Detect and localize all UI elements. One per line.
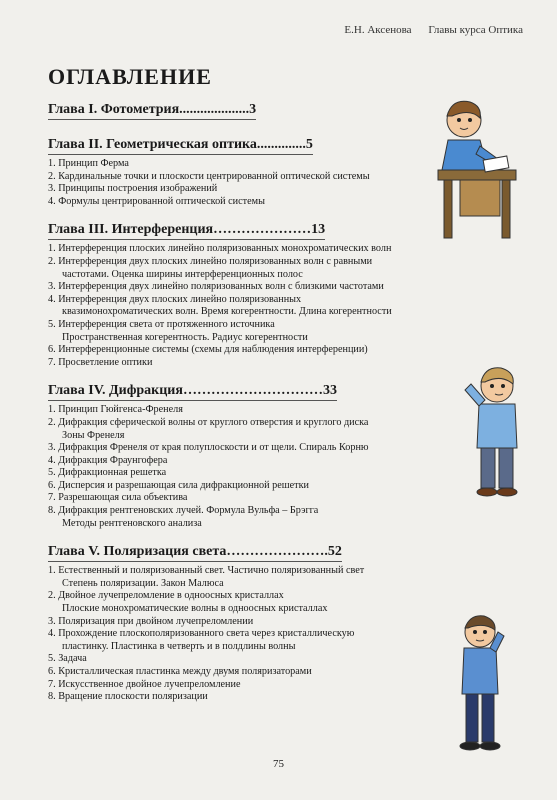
toc-item-line: 5. Дифракционная решетка xyxy=(48,467,167,479)
toc-item-line: 7. Разрешающая сила объектива xyxy=(48,492,188,504)
toc-item-line: 2. Кардинальные точки и плоскости центрированной оптической системы xyxy=(48,170,370,182)
toc-item xyxy=(48,256,423,281)
toc-item-line: 7. Искусственное двойное лучепреломление xyxy=(48,678,241,690)
toc-item-line: 8. Дифракция рентгеновских лучей. Формула Вульфа – Брэгга xyxy=(48,505,319,517)
toc-item xyxy=(48,404,423,417)
toc-item xyxy=(48,357,423,370)
toc-item xyxy=(48,666,423,679)
toc-item-continuation: пластинку. Пластинка в четверть и в полдлины волны xyxy=(62,640,296,652)
chapter-heading: Глава V. Поляризация света………………….52 xyxy=(48,544,342,562)
toc-item-line: 3. Поляризация при двойном лучепреломлении xyxy=(48,615,254,627)
toc-item xyxy=(48,417,423,442)
table-of-contents xyxy=(48,100,423,716)
page-title: ОГЛАВЛЕНИЕ xyxy=(48,64,212,89)
toc-item xyxy=(48,492,423,505)
chapter-heading: Глава I. Фотометрия....................3 xyxy=(48,102,256,120)
toc-chapter xyxy=(48,542,423,704)
toc-chapter xyxy=(48,135,423,208)
toc-item xyxy=(48,616,423,629)
toc-item-line: 3. Интерференция двух линейно поляризованных волн с близкими частотами xyxy=(48,281,384,293)
header-book-title: Главы курса Оптика xyxy=(428,24,523,36)
toc-item-continuation: Степень поляризации. Закон Малюса xyxy=(62,577,224,589)
toc-item xyxy=(48,281,423,294)
toc-item-line: 2. Дифракция сферической волны от круглого отверстия и круглого диска xyxy=(48,416,369,428)
toc-item xyxy=(48,480,423,493)
toc-item xyxy=(48,653,423,666)
toc-item-line: 1. Принцип Гюйгенса-Френеля xyxy=(48,404,183,416)
toc-item xyxy=(48,196,423,209)
toc-item xyxy=(48,442,423,455)
toc-item-continuation: квазимонохроматических волн. Время когерентности. Длина когерентности xyxy=(62,306,392,318)
toc-item-line: 6. Интерференционные системы (схемы для наблюдения интерференции) xyxy=(48,344,368,356)
toc-item-line: 6. Дисперсия и разрешающая сила дифракционной решетки xyxy=(48,479,309,491)
toc-item-line: 3. Дифракция Френеля от края полуплоскости и от щели. Спираль Корню xyxy=(48,442,369,454)
toc-item xyxy=(48,565,423,590)
toc-chapter xyxy=(48,381,423,530)
chapter-heading: Глава III. Интерференция…………………13 xyxy=(48,222,325,240)
toc-item xyxy=(48,679,423,692)
standing-boy-illustration xyxy=(440,610,520,755)
toc-item xyxy=(48,294,423,319)
toc-item-continuation: Зоны Френеля xyxy=(62,429,125,441)
toc-chapter xyxy=(48,100,423,123)
toc-item xyxy=(48,183,423,196)
running-header xyxy=(344,24,523,36)
toc-item-line: 3. Принципы построения изображений xyxy=(48,183,218,195)
toc-item-line: 1. Естественный и поляризованный свет. Частично поляризованный свет xyxy=(48,565,365,577)
toc-item-line: 7. Просветление оптики xyxy=(48,356,153,368)
toc-item xyxy=(48,171,423,184)
toc-item-continuation: Методы рентгеновского анализа xyxy=(62,517,202,529)
toc-item-continuation: Плоские монохроматические волны в одноосных кристаллах xyxy=(62,603,328,615)
toc-item-line: 4. Дифракция Фраунгофера xyxy=(48,454,168,466)
toc-item-line: 2. Двойное лучепреломление в одноосных кристаллах xyxy=(48,590,284,602)
toc-item-line: 4. Прохождение плоскополяризованного света через кристаллическую xyxy=(48,628,355,640)
toc-item-line: 4. Интерференция двух плоских линейно поляризованных xyxy=(48,293,302,305)
toc-item xyxy=(48,505,423,530)
toc-item xyxy=(48,158,423,171)
chapter-heading: Глава II. Геометрическая оптика..............5 xyxy=(48,137,313,155)
toc-item xyxy=(48,467,423,480)
toc-chapter xyxy=(48,220,423,369)
thinking-boy-illustration xyxy=(455,360,535,500)
toc-item-line: 6. Кристаллическая пластинка между двумя поляризаторами xyxy=(48,666,312,677)
toc-item-line: 2. Интерференция двух плоских линейно поляризованных волн с равными xyxy=(48,255,373,267)
toc-item-line: 1. Интерференция плоских линейно поляризованных монохроматических волн xyxy=(48,243,392,255)
header-author: Е.Н. Аксенова xyxy=(344,24,412,36)
chapter-heading: Глава IV. Дифракция…………………………33 xyxy=(48,383,337,401)
toc-item xyxy=(48,691,423,704)
toc-item-line: 8. Вращение плоскости поляризации xyxy=(48,691,208,703)
boy-at-desk-illustration xyxy=(430,92,520,242)
toc-item-line: 5. Задача xyxy=(48,653,87,665)
toc-item xyxy=(48,590,423,615)
toc-item-continuation: Пространственная когерентность. Радиус когерентности xyxy=(62,331,308,343)
page-number: 75 xyxy=(273,758,284,770)
toc-item-line: 5. Интерференция света от протяженного источника xyxy=(48,318,275,330)
toc-item xyxy=(48,628,423,653)
toc-item xyxy=(48,243,423,256)
toc-item xyxy=(48,319,423,344)
toc-item-line: 1. Принцип Ферма xyxy=(48,158,129,169)
toc-item xyxy=(48,344,423,357)
toc-item-line: 4. Формулы центрированной оптической системы xyxy=(48,195,265,207)
toc-item-continuation: частотами. Оценка ширины интерференционных полос xyxy=(62,268,303,280)
toc-item xyxy=(48,455,423,468)
